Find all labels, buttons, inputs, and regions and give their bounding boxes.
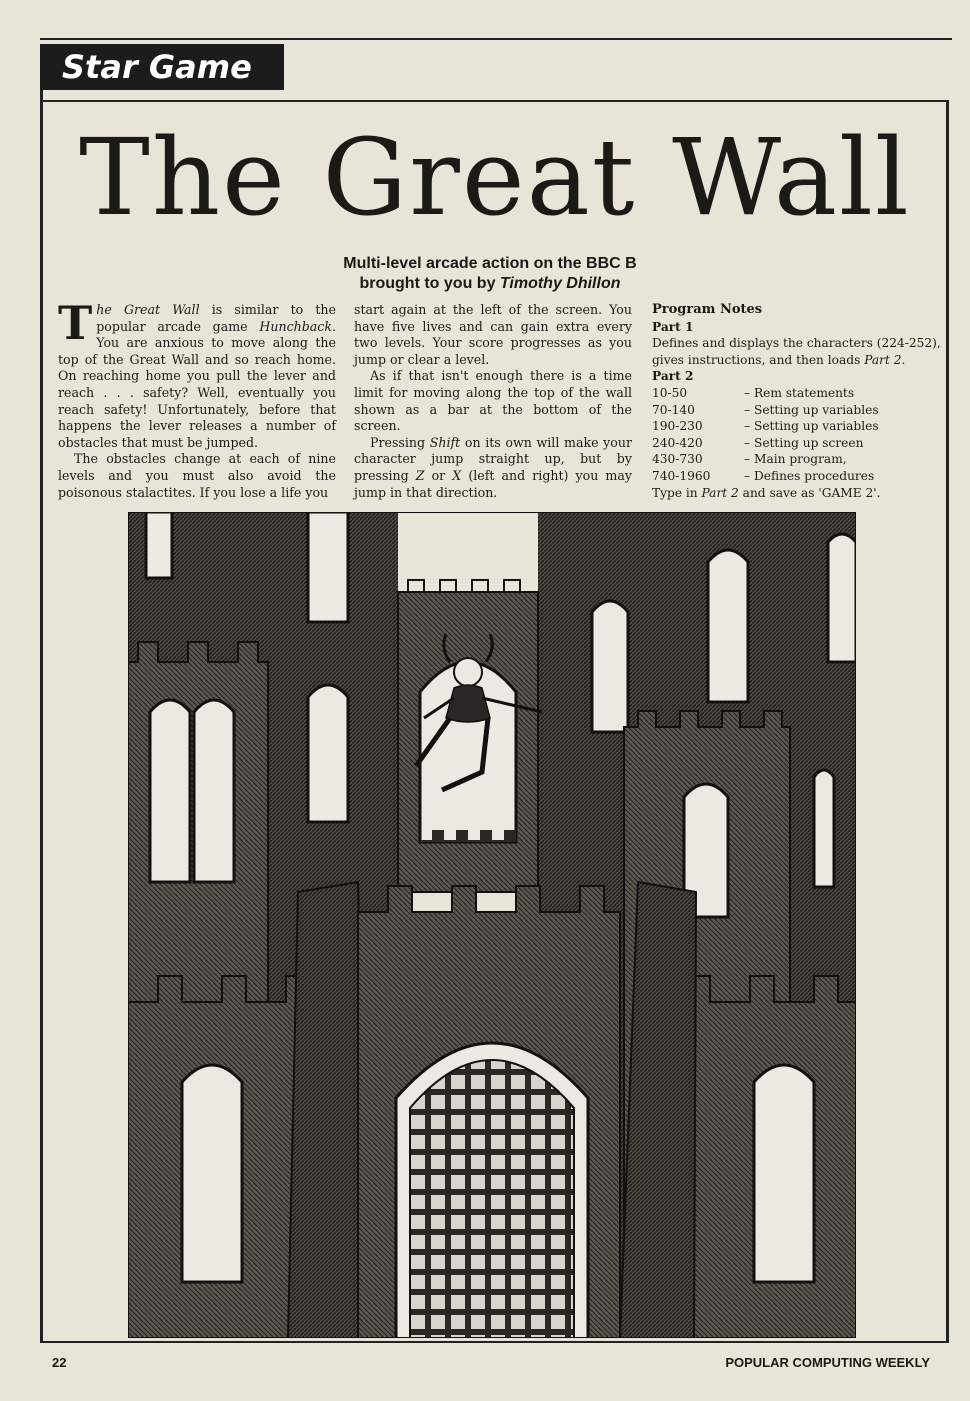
article-title: The Great Wall (79, 116, 911, 239)
program-notes-heading: Program Notes (652, 302, 763, 317)
line-range: 430-730 (652, 452, 703, 467)
frame-right-rule (946, 100, 949, 1343)
paragraph-2-text-continued: start again at the left of the screen. You have five lives and can gain extra every two levels. Your score progresses as you jump or clear a level. (354, 302, 632, 367)
paragraph-4-or: or (424, 467, 453, 483)
line-range: 10-50 (652, 385, 688, 400)
frame-left-rule (40, 90, 43, 1343)
line-description: – Setting up screen (744, 435, 864, 450)
magazine-name: POPULAR COMPUTING WEEKLY (725, 1355, 930, 1370)
line-range-row (652, 451, 879, 468)
frame-bottom-rule (40, 1341, 949, 1343)
shift-key: Shift (429, 434, 461, 450)
save-part-reference: Part 2 (701, 485, 739, 500)
line-range: 740-1960 (652, 468, 711, 483)
part-1-end: . (901, 352, 906, 367)
section-label: Star Game (40, 44, 284, 90)
save-text-b: and save as 'GAME 2'. (738, 485, 881, 500)
subtitle-line-1: Multi-level arcade action on the BBC B (343, 255, 637, 272)
part-1-heading: Part 1 (652, 319, 694, 334)
castle-illustration (128, 512, 856, 1338)
top-rule (40, 38, 952, 40)
paragraph-2 (58, 451, 336, 501)
part-1-description (652, 335, 942, 368)
body-column-2 (354, 302, 632, 501)
line-description: – Setting up variables (744, 419, 879, 434)
part-1-text: Defines and displays the characters (224-252), gives instructions, and then loads (652, 336, 941, 367)
paragraph-2-text: The obstacles change at each of nine levels and you must also avoid the poisonous stalactites. If you lose a life you (58, 451, 336, 500)
line-range-row (652, 435, 879, 452)
line-description: – Main program, (744, 452, 847, 467)
line-range: 240-420 (652, 435, 703, 450)
subtitle-line-2 (240, 274, 740, 294)
paragraph-3: As if that isn't enough there is a time limit for moving along the top of the wall shown as a bar at the bottom of the screen. (354, 368, 632, 434)
save-instruction (652, 485, 942, 502)
line-range: 70-140 (652, 402, 695, 417)
line-description: – Rem statements (744, 385, 855, 400)
line-range-row (652, 385, 879, 402)
byline-prefix: brought to you by (359, 275, 500, 292)
x-key: X (452, 467, 462, 483)
line-range: 190-230 (652, 419, 703, 434)
part-2-reference: Part 2 (864, 352, 902, 367)
line-description: – Defines procedures (744, 468, 875, 483)
paragraph-4 (354, 435, 632, 501)
title-reference: he Great Wall (96, 302, 200, 317)
line-description: – Setting up variables (744, 402, 879, 417)
save-text-a: Type in (652, 485, 702, 500)
paragraph-4-text-a: Pressing (370, 434, 430, 450)
game-reference: Hunchback (259, 318, 332, 334)
paragraph-1 (58, 296, 336, 451)
program-notes (652, 302, 942, 501)
line-range-row (652, 402, 879, 419)
line-range-row (652, 418, 879, 435)
paragraph-2-continued (354, 302, 632, 368)
paragraph-4-text-b: on its own will make your character jump straight up, but by pressing (354, 434, 632, 483)
article-subtitle (240, 254, 740, 294)
part-2-heading: Part 2 (652, 369, 694, 384)
line-number-table (652, 385, 879, 485)
frame-top-rule (40, 100, 948, 102)
body-column-1 (58, 296, 336, 501)
author-name: Timothy Dhillon (499, 275, 621, 292)
paragraph-1-text-a: is similar to the popular arcade game (96, 302, 336, 334)
paragraph-4-text-c: (left and right) you may jump in that direction. (354, 467, 633, 500)
paragraph-1-text-b: . You are anxious to move along the top of the Great Wall and so reach home. On reaching home you pull the lever and reach . . . safety? Well, eventually you reach safety! Unfortunately, before that happens the lever releases a number of obstacles that must be jumped. (58, 318, 336, 450)
z-key: Z (415, 467, 425, 483)
line-range-row (652, 468, 879, 485)
page-number: 22 (52, 1355, 67, 1370)
drop-cap: T (58, 296, 93, 350)
